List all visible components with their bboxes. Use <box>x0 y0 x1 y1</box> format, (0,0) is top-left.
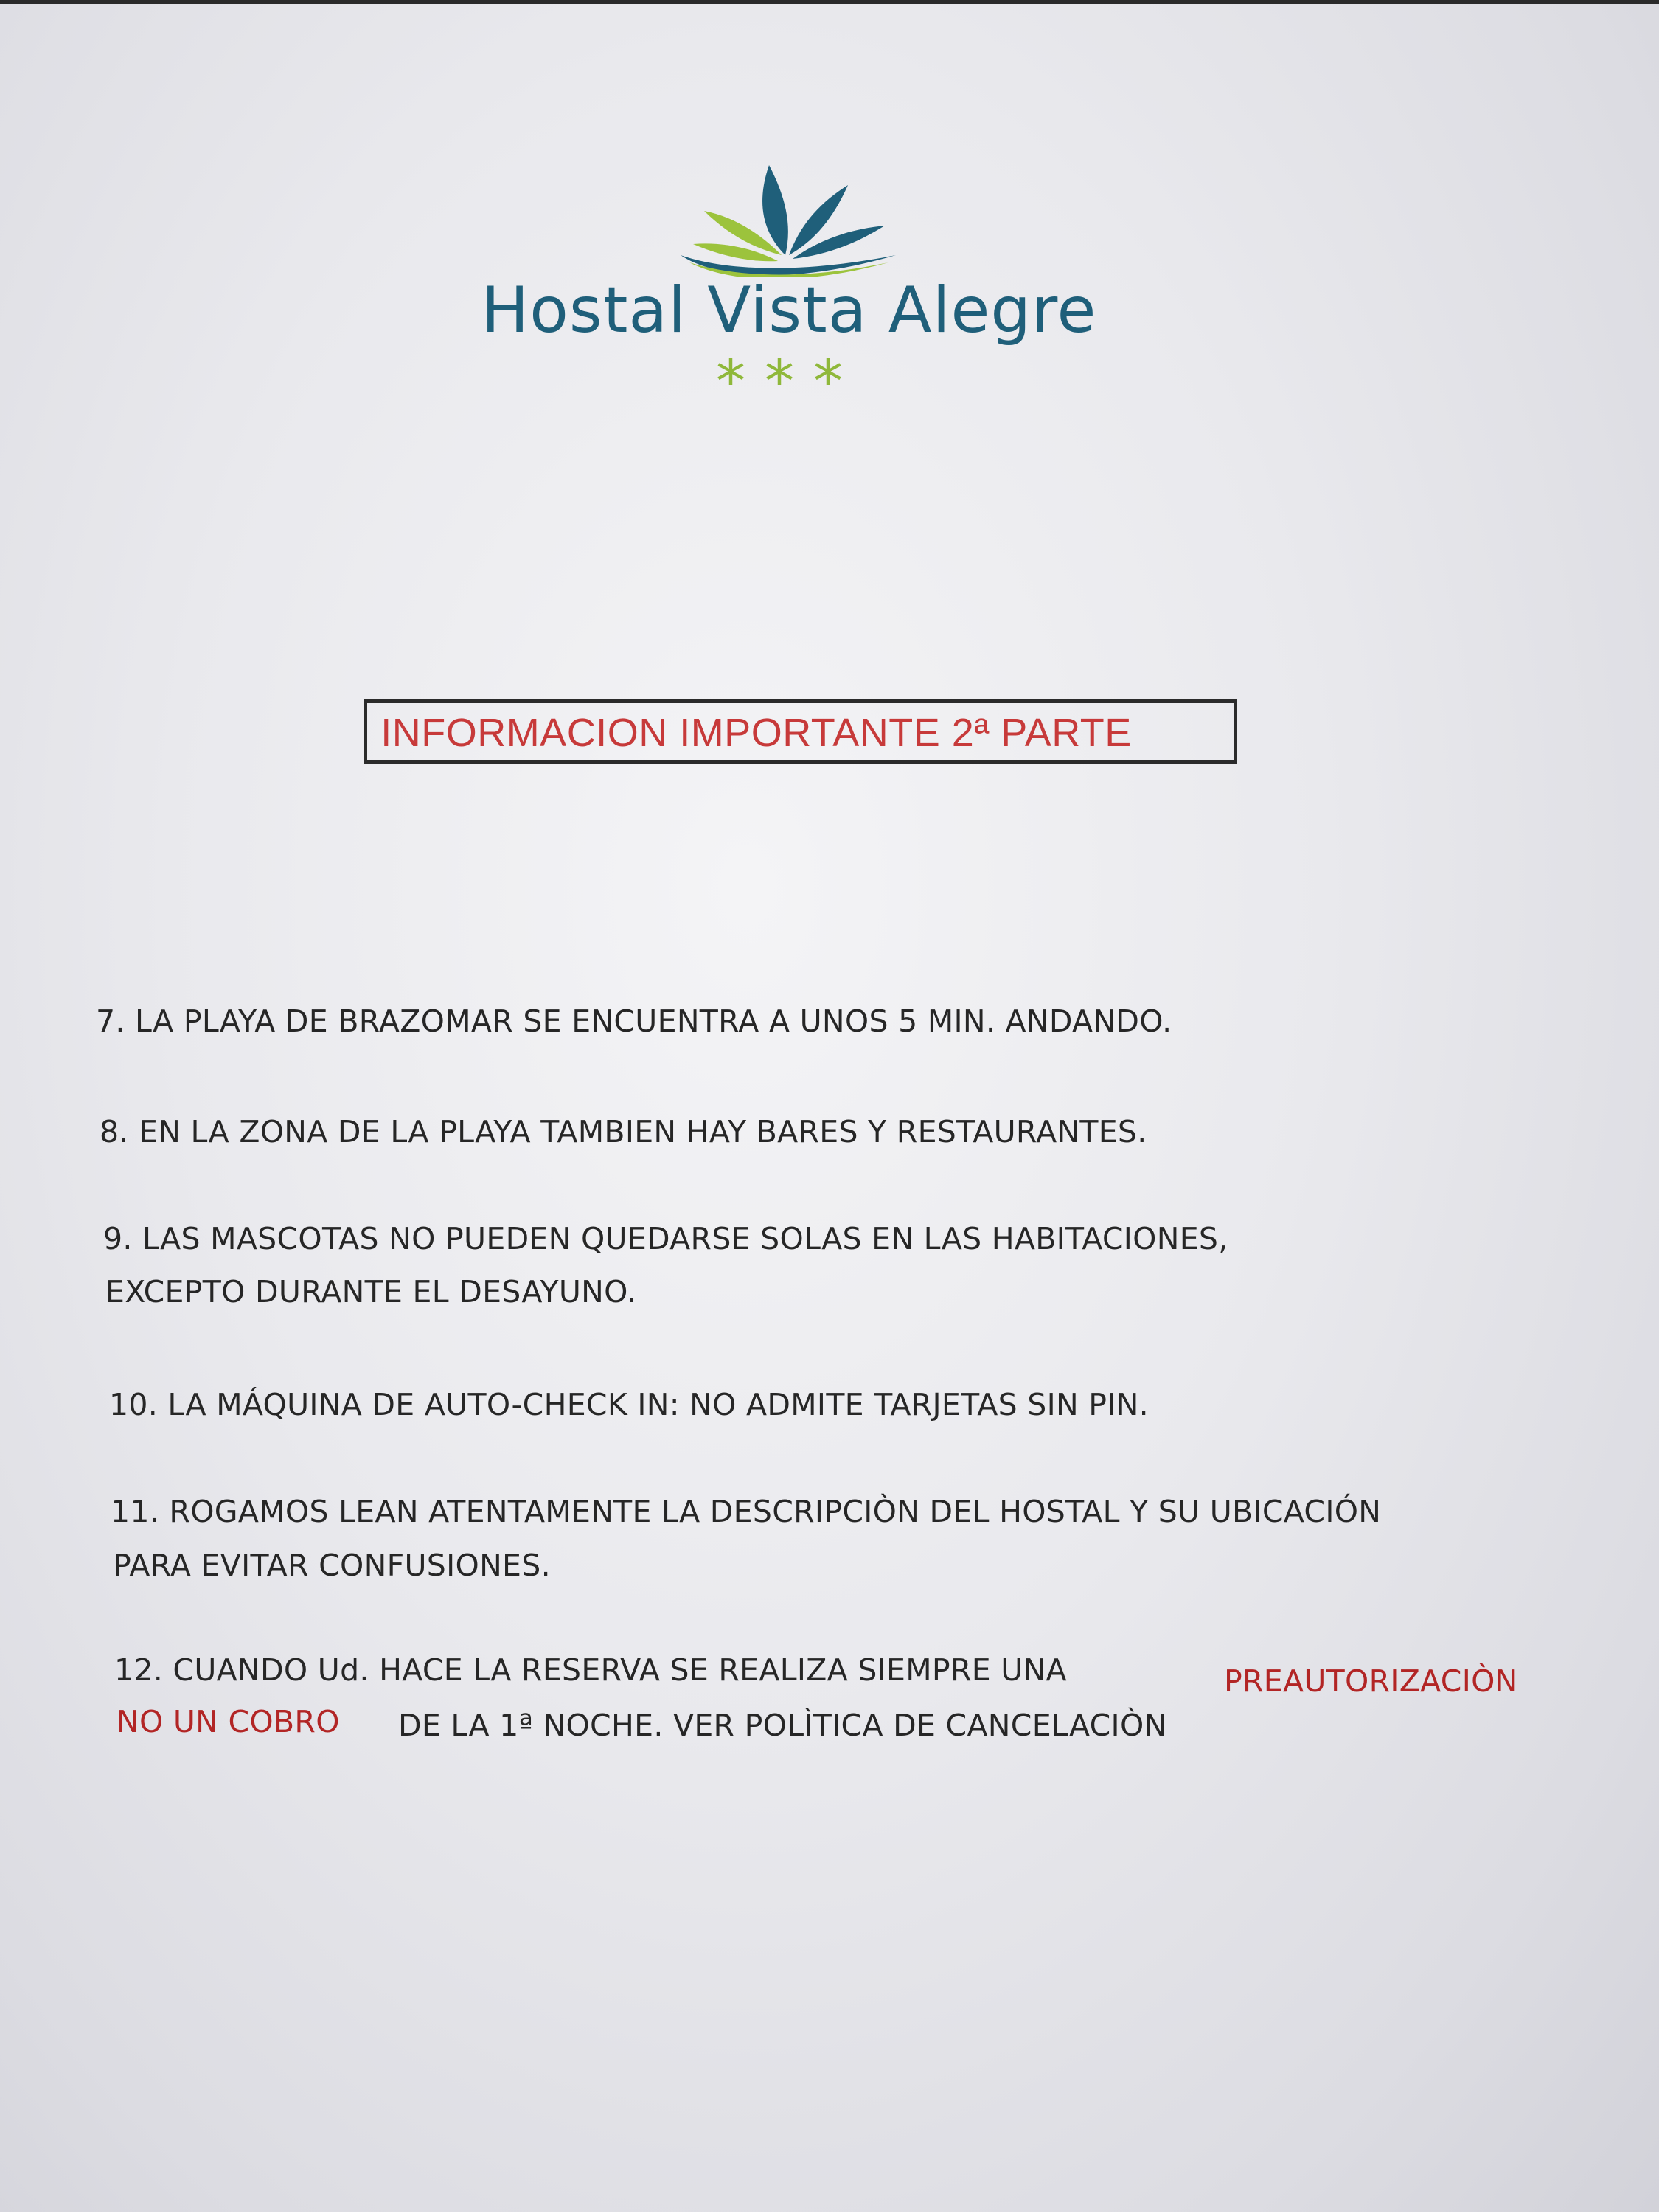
no-charge-highlight: NO UN COBRO <box>116 1704 340 1739</box>
rating-stars: *** <box>716 347 862 416</box>
document-page <box>0 4 1659 2212</box>
page-title: INFORMACION IMPORTANTE 2ª PARTE <box>380 711 1132 755</box>
info-item-11-line-1: 11. ROGAMOS LEAN ATENTAMENTE LA DESCRIPCIÒN DEL HOSTAL Y SU UBICACIÓN <box>111 1494 1382 1529</box>
info-item-9-line-2: EXCEPTO DURANTE EL DESAYUNO. <box>105 1274 637 1310</box>
info-item-10: 10. LA MÁQUINA DE AUTO-CHECK IN: NO ADMITE TARJETAS SIN PIN. <box>109 1387 1149 1422</box>
info-item-12-line-1: 12. CUANDO Ud. HACE LA RESERVA SE REALIZA SIEMPRE UNA <box>114 1652 1067 1688</box>
info-item-11-line-2: PARA EVITAR CONFUSIONES. <box>113 1548 551 1583</box>
hostal-logo <box>0 145 1659 416</box>
preauthorization-highlight: PREAUTORIZACIÒN <box>1224 1663 1518 1699</box>
info-item-8: 8. EN LA ZONA DE LA PLAYA TAMBIEN HAY BARES Y RESTAURANTES. <box>100 1114 1147 1150</box>
title-box <box>364 699 1237 764</box>
leaf-logo-icon <box>675 152 903 277</box>
info-item-12-line-2: DE LA 1ª NOCHE. VER POLÌTICA DE CANCELACIÒN <box>398 1708 1167 1743</box>
info-item-9-line-1: 9. LAS MASCOTAS NO PUEDEN QUEDARSE SOLAS EN LAS HABITACIONES, <box>103 1221 1228 1256</box>
info-item-7: 7. LA PLAYA DE BRAZOMAR SE ENCUENTRA A UNOS 5 MIN. ANDANDO. <box>96 1004 1172 1039</box>
hostal-name: Hostal Vista Alegre <box>481 274 1097 347</box>
